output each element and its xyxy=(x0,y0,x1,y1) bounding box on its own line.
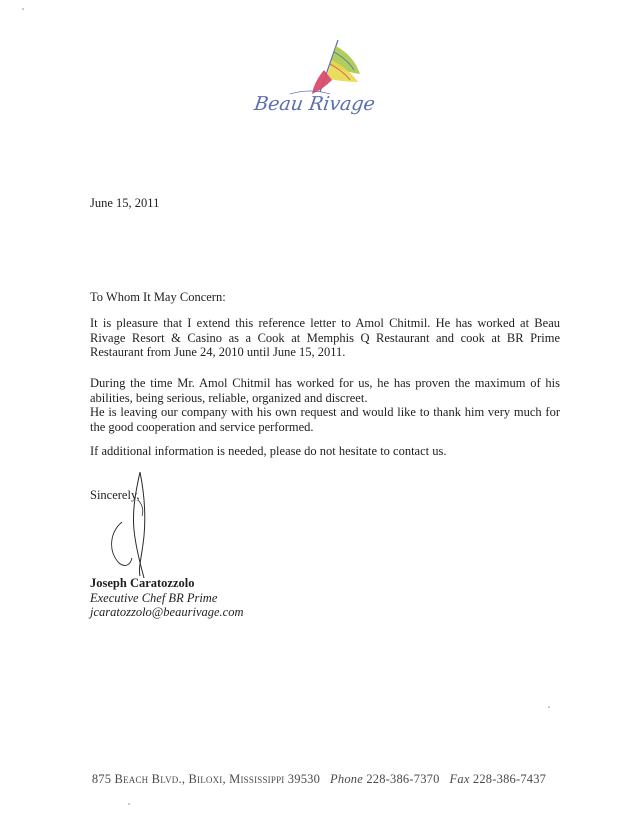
letter-date: June 15, 2011 xyxy=(90,196,160,210)
signer-title: Executive Chef BR Prime xyxy=(90,590,218,605)
footer-address: 875 Beach Blvd., Biloxi, Mississippi 39530 xyxy=(91,772,321,786)
footer-fax: 228-386-7437 xyxy=(472,772,547,786)
footer-fax-label: Fax xyxy=(449,772,470,786)
letter-salutation: To Whom It May Concern: xyxy=(90,290,226,304)
paragraph-text: If additional information is needed, please do not hesitate to contact us. xyxy=(90,444,447,458)
signer-name: Joseph Caratozzolo xyxy=(90,576,195,590)
letter-paragraph-2 xyxy=(90,376,560,434)
signer-block xyxy=(90,576,244,620)
logo-text: Beau Rivage xyxy=(252,92,377,115)
paragraph-text: It is pleasure that I extend this reference letter to Amol Chitmil. He has worked at Beau Rivage Resort & Casino as a Cook at Memphis Q Restaurant and cook at BR Prime Restaurant from June 24, 2010 until June 15, 2011. xyxy=(90,316,560,359)
beau-rivage-logo xyxy=(250,30,400,120)
footer-phone: 228-386-7370 xyxy=(366,772,440,786)
scan-speck xyxy=(548,706,550,708)
letter-closing: Sincerely, xyxy=(90,488,140,502)
scan-speck xyxy=(22,8,24,10)
letterhead-footer xyxy=(0,772,638,787)
paragraph-text: During the time Mr. Amol Chitmil has worked for us, he has proven the maximum of his abilities, being serious, reliable, organized and discreet. He is leaving our company with his own request and would like to thank him very much for the good cooperation and service performed. xyxy=(90,376,560,434)
footer-phone-label: Phone xyxy=(330,772,363,786)
scan-speck xyxy=(128,803,130,805)
letter-paragraph-1 xyxy=(90,316,560,360)
signer-email: jcaratozzolo@beaurivage.com xyxy=(90,605,244,619)
handwritten-signature xyxy=(98,470,178,580)
letter-paragraph-3 xyxy=(90,444,560,459)
